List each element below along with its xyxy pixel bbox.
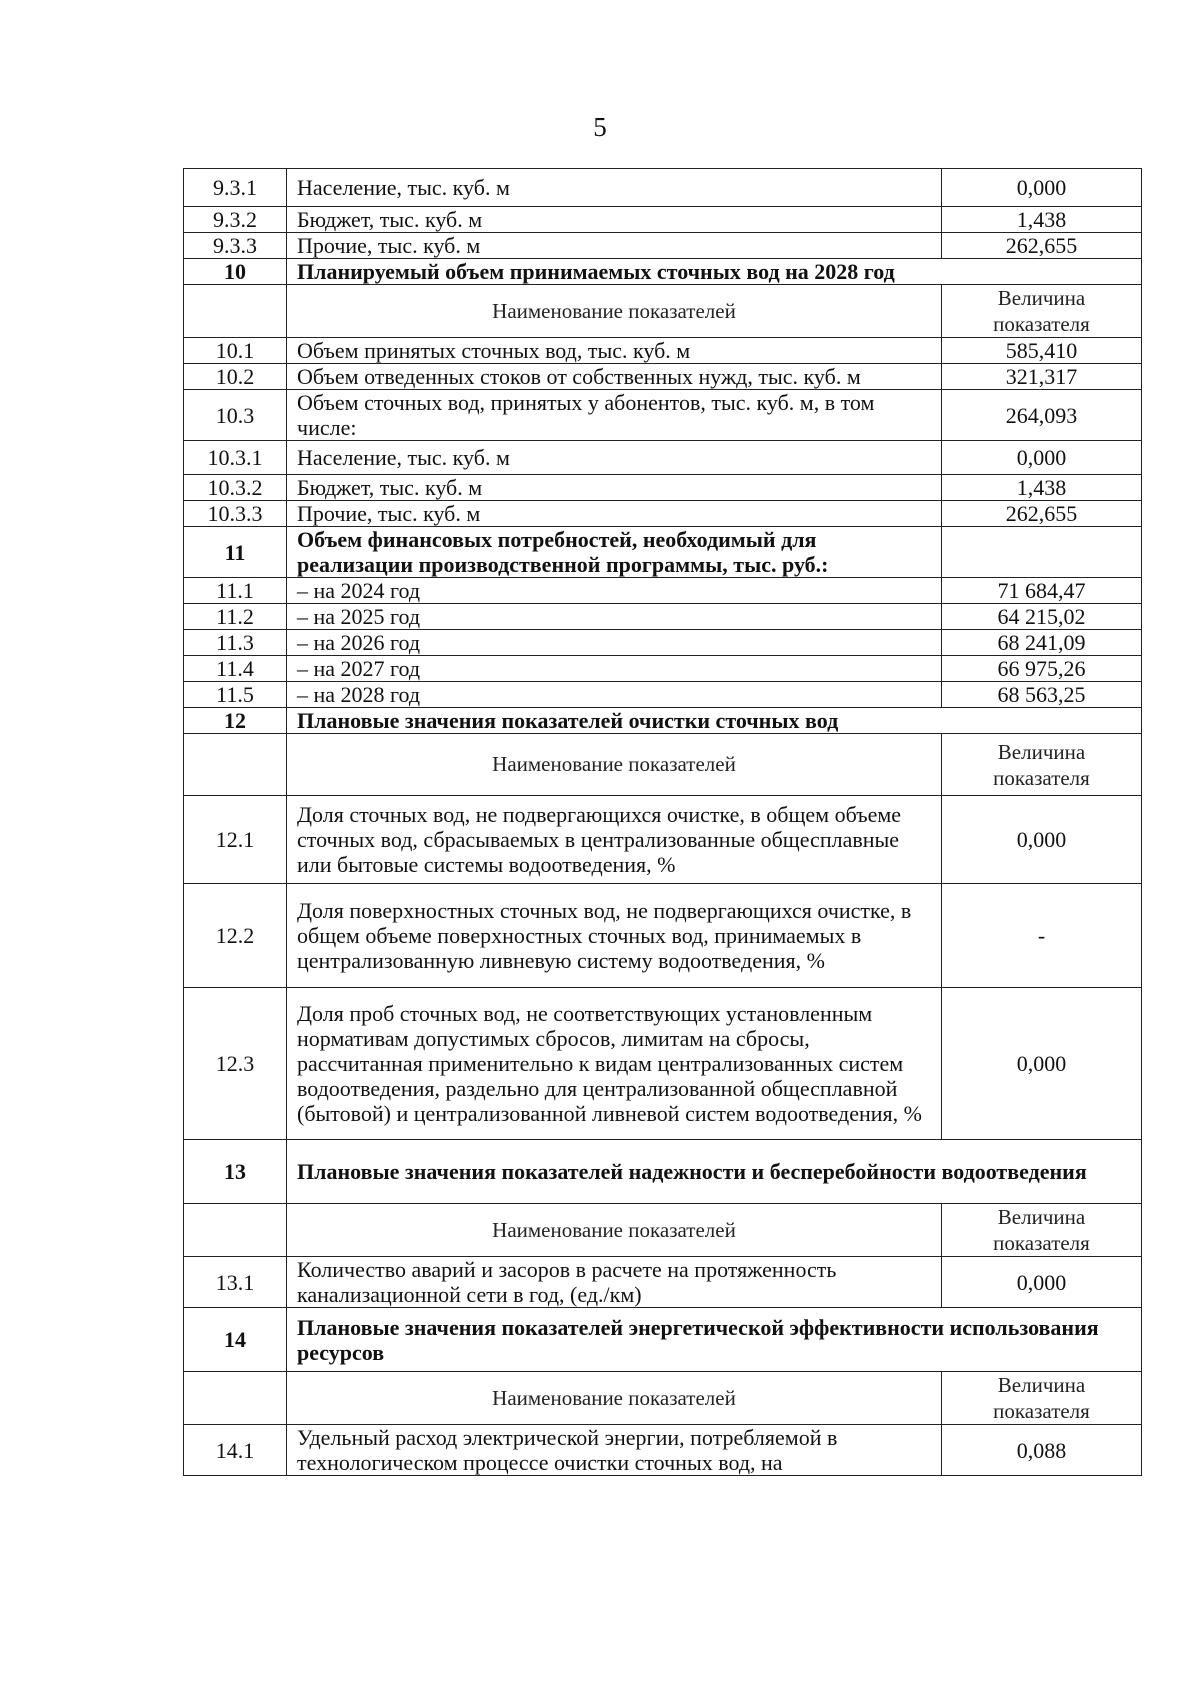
table-row xyxy=(184,169,1142,207)
section-title: Плановые значения показателей энергетической эффективности использования ресурсов xyxy=(287,1308,1142,1372)
section-value xyxy=(942,527,1142,578)
section-row xyxy=(184,708,1142,734)
row-number: 10.3.2 xyxy=(184,475,287,501)
table-row xyxy=(184,390,1142,441)
column-header-value xyxy=(942,1204,1142,1257)
section-title: Плановые значения показателей надежности и бесперебойности водоотведения xyxy=(287,1140,1142,1204)
row-value: 0,088 xyxy=(942,1425,1142,1476)
row-value: 0,000 xyxy=(942,169,1142,207)
table-row xyxy=(184,364,1142,390)
section-row xyxy=(184,1140,1142,1204)
table-row xyxy=(184,338,1142,364)
column-header-name: Наименование показателей xyxy=(287,1372,942,1425)
row-number: 9.3.1 xyxy=(184,169,287,207)
row-number: 11.1 xyxy=(184,578,287,604)
row-label: Объем сточных вод, принятых у абонентов, тыс. куб. м, в том числе: xyxy=(287,390,942,441)
column-header-value-line1: Величина xyxy=(997,739,1086,764)
section-number: 13 xyxy=(184,1140,287,1204)
column-header-row xyxy=(184,1204,1142,1257)
row-number: 11.5 xyxy=(184,682,287,708)
row-number: 14.1 xyxy=(184,1425,287,1476)
row-value: 64 215,02 xyxy=(942,604,1142,630)
indicators-table-body xyxy=(184,169,1142,1476)
row-label: Объем принятых сточных вод, тыс. куб. м xyxy=(287,338,942,364)
section-number: 11 xyxy=(184,527,287,578)
section-number: 10 xyxy=(184,259,287,285)
row-number: 10.3.1 xyxy=(184,441,287,475)
section-row xyxy=(184,259,1142,285)
row-value: 585,410 xyxy=(942,338,1142,364)
row-value: 68 563,25 xyxy=(942,682,1142,708)
row-label: Объем отведенных стоков от собственных нужд, тыс. куб. м xyxy=(287,364,942,390)
row-label: Прочие, тыс. куб. м xyxy=(287,233,942,259)
row-value: 262,655 xyxy=(942,501,1142,527)
table-row xyxy=(184,233,1142,259)
row-value: - xyxy=(942,884,1142,988)
row-label: – на 2027 год xyxy=(287,656,942,682)
row-label: Бюджет, тыс. куб. м xyxy=(287,475,942,501)
row-value: 1,438 xyxy=(942,475,1142,501)
column-header-value-line2: показателя xyxy=(993,1399,1090,1423)
column-header-value xyxy=(942,1372,1142,1425)
column-header-value-line2: показателя xyxy=(993,1231,1090,1255)
column-header-value-line1: Величина xyxy=(997,286,1086,310)
table-row xyxy=(184,682,1142,708)
table-row xyxy=(184,796,1142,884)
section-number: 14 xyxy=(184,1308,287,1372)
table-row xyxy=(184,988,1142,1140)
column-header-value-line1: Величина xyxy=(997,1373,1086,1397)
row-label: Население, тыс. куб. м xyxy=(287,169,942,207)
column-header-value-line2: показателя xyxy=(993,312,1090,336)
column-header-row xyxy=(184,734,1142,796)
column-header-row xyxy=(184,1372,1142,1425)
row-value: 66 975,26 xyxy=(942,656,1142,682)
row-value: 264,093 xyxy=(942,390,1142,441)
row-label: Прочие, тыс. куб. м xyxy=(287,501,942,527)
row-number: 11.3 xyxy=(184,630,287,656)
row-label: Доля поверхностных сточных вод, не подвергающихся очистке, в общем объеме поверхностных сточных вод, принимаемых в централизованную ливневую систему водоотведения, % xyxy=(287,884,942,988)
row-number: 12.3 xyxy=(184,988,287,1140)
row-label: Доля проб сточных вод, не соответствующих установленным нормативам допустимых сбросов, лимитам на сбросы, рассчитанная применительно к видам централизованных систем водоотведения, раздельно для централизованной общесплавной (бытовой) и централизованной ливневой систем водоотведения, % xyxy=(287,988,942,1140)
table-row xyxy=(184,441,1142,475)
section-title: Плановые значения показателей очистки сточных вод xyxy=(287,708,1142,734)
indicators-table xyxy=(183,168,1142,1476)
row-label: – на 2026 год xyxy=(287,630,942,656)
row-value: 0,000 xyxy=(942,988,1142,1140)
row-number: 9.3.2 xyxy=(184,207,287,233)
table-row xyxy=(184,578,1142,604)
table-row xyxy=(184,884,1142,988)
section-title: Объем финансовых потребностей, необходимый для реализации производственной программы, тыс. руб.: xyxy=(287,527,942,578)
row-label: Удельный расход электрической энергии, потребляемой в технологическом процессе очистки сточных вод, на xyxy=(287,1425,942,1476)
section-title: Планируемый объем принимаемых сточных вод на 2028 год xyxy=(287,259,1142,285)
row-label: Доля сточных вод, не подвергающихся очистке, в общем объеме сточных вод, сбрасываемых в централизованные общесплавные или бытовые системы водоотведения, % xyxy=(287,796,942,884)
column-header-value-line2: показателя xyxy=(993,765,1090,790)
header-number-cell xyxy=(184,734,287,796)
page-number: 5 xyxy=(593,112,607,142)
row-label: – на 2025 год xyxy=(287,604,942,630)
section-number: 12 xyxy=(184,708,287,734)
row-number: 10.2 xyxy=(184,364,287,390)
row-value: 71 684,47 xyxy=(942,578,1142,604)
row-number: 11.2 xyxy=(184,604,287,630)
header-number-cell xyxy=(184,285,287,338)
row-label: – на 2028 год xyxy=(287,682,942,708)
table-row xyxy=(184,207,1142,233)
section-row xyxy=(184,1308,1142,1372)
table-row xyxy=(184,475,1142,501)
column-header-value-line1: Величина xyxy=(997,1205,1086,1229)
row-number: 12.2 xyxy=(184,884,287,988)
row-label: Бюджет, тыс. куб. м xyxy=(287,207,942,233)
row-value: 0,000 xyxy=(942,1257,1142,1308)
column-header-name: Наименование показателей xyxy=(287,285,942,338)
section-row xyxy=(184,527,1142,578)
row-number: 13.1 xyxy=(184,1257,287,1308)
column-header-name: Наименование показателей xyxy=(287,734,942,796)
table-row xyxy=(184,630,1142,656)
column-header-value xyxy=(942,734,1142,796)
row-number: 11.4 xyxy=(184,656,287,682)
row-number: 9.3.3 xyxy=(184,233,287,259)
column-header-row xyxy=(184,285,1142,338)
table-row xyxy=(184,1257,1142,1308)
header-number-cell xyxy=(184,1204,287,1257)
row-value: 1,438 xyxy=(942,207,1142,233)
row-value: 68 241,09 xyxy=(942,630,1142,656)
row-number: 10.1 xyxy=(184,338,287,364)
row-label: – на 2024 год xyxy=(287,578,942,604)
row-number: 10.3.3 xyxy=(184,501,287,527)
column-header-value xyxy=(942,285,1142,338)
column-header-name: Наименование показателей xyxy=(287,1204,942,1257)
table-row xyxy=(184,501,1142,527)
row-number: 12.1 xyxy=(184,796,287,884)
row-number: 10.3 xyxy=(184,390,287,441)
row-label: Количество аварий и засоров в расчете на протяженность канализационной сети в год, (ед./км) xyxy=(287,1257,942,1308)
row-value: 262,655 xyxy=(942,233,1142,259)
row-value: 0,000 xyxy=(942,796,1142,884)
row-value: 321,317 xyxy=(942,364,1142,390)
table-row xyxy=(184,656,1142,682)
header-number-cell xyxy=(184,1372,287,1425)
table-row xyxy=(184,604,1142,630)
row-label: Население, тыс. куб. м xyxy=(287,441,942,475)
row-value: 0,000 xyxy=(942,441,1142,475)
table-row xyxy=(184,1425,1142,1476)
